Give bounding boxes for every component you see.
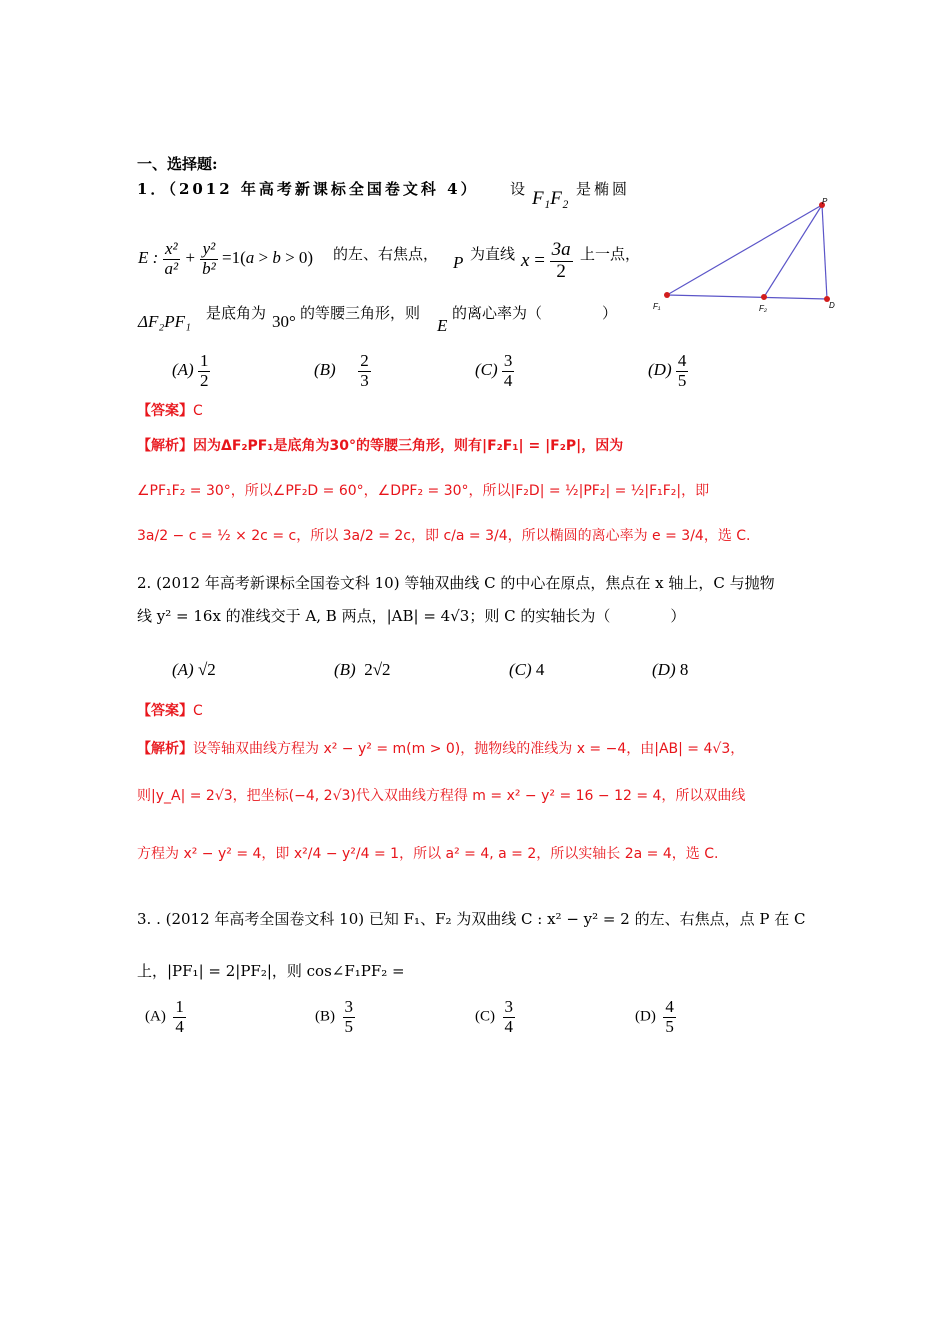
q1-option-a[interactable]: (A) $\frac{1}{2}$ [172,351,209,390]
point-f2 [761,294,767,300]
q3-line2: 上，|PF₁| = 2|PF₂|，则 cos∠F₁PF₂ = [137,962,405,980]
q1-desc: 是底角为 [206,304,267,322]
q1-analysis-line1: 【解析】因为ΔF₂PF₁是底角为30°的等腰三角形，则有|F₂F₁| = |F₂P|，因为 [137,438,624,454]
q1-analysis-line2: ∠PF₁F₂ = 30°，所以∠PF₂D = 60°，∠DPF₂ = 30°，所以|F₂D| = ½|PF₂| = ½|F₁F₂|，即 [137,483,710,499]
q1-option-c-label: (C) [475,360,498,380]
q1-option-d-label: (D) [648,360,672,380]
q1-foci: F₁F₂ [532,188,569,209]
q1-option-d[interactable]: (D) $\frac{4}{5}$ [648,351,687,390]
q1-analysis-tag: 【解析】 [137,438,193,454]
q1-triangle: ΔF₂PF₁ [138,312,191,331]
q2-option-b[interactable]: (B) 2√2 [334,660,391,679]
q2-analysis-line1: 【解析】设等轴双曲线方程为 x² − y² = m(m > 0)，抛物线的准线为 x = −4，由|AB| = 4√3， [137,741,745,757]
q3-line1: 3. . (2012 年高考全国卷文科 10) 已知 F₁、F₂ 为双曲线 C : x² − y² = 2 的左、右焦点，点 P 在 C [137,910,806,928]
label-p: P [822,198,828,206]
section-title: 一、选择题: [137,155,218,173]
q2-answer: 【答案】C [137,703,203,719]
q1-option-b-label: (B) [314,360,336,380]
segment-f1-d [667,295,827,299]
q1-answer [137,400,203,420]
segment-p-f2 [764,205,822,297]
q3-option-b[interactable]: (B) $\frac{3}{5}$ [315,997,353,1036]
q2-option-c[interactable]: (C) 4 [509,660,545,679]
q1-option-c[interactable]: (C) $\frac{3}{4}$ [475,351,513,390]
q1-source: （2012 年高考新课标全国卷文科 4） [168,180,479,198]
q1-desc2: 的等腰三角形，则 [300,304,421,322]
q2-analysis-line3: 方程为 x² − y² = 4，即 x²/4 − y²/4 = 1，所以 a² = 4, a = 2，所以实轴长 2a = 4，选 C. [137,846,719,862]
q1-desc3: 的离心率为（ ） [452,304,618,322]
q1-analysis-line3: 3a/2 − c = ½ × 2c = c，所以 3a/2 = 2c，即 c/a = 3/4，所以椭圆的离心率为 e = 3/4，选 C. [137,528,751,544]
q1-angle: 30° [272,312,296,331]
q1-text-foci: 的左、右焦点， [333,245,439,263]
q1-on-line: 为直线 [470,245,516,263]
q1-number-source [137,178,479,199]
q1-point-p: P [453,253,464,272]
q1-lead: 设 [510,180,526,198]
q1-option-a-label: (A) [172,360,194,380]
q2-line1: 2. (2012 年高考新课标全国卷文科 10) 等轴双曲线 C 的中心在原点，焦点在 x 轴上，C 与抛物 [137,574,775,592]
q1-line-eq: x = $\frac{3a}{2}$ [521,239,571,282]
q2-option-d[interactable]: (D) 8 [652,660,689,679]
q2-option-a[interactable]: (A) √2 [172,660,216,679]
q1-option-b[interactable]: (B) $\frac{2}{3}$ [314,351,369,390]
q1-answer-value: C [193,403,203,419]
q1-answer-tag: 【答案】 [137,403,193,419]
q1-number: 1． [137,180,169,198]
q1-e-letter: E [437,316,448,335]
q2-line2: 线 y² = 16x 的准线交于 A, B 两点，|AB| = 4√3；则 C 的实轴长为（ ） [137,607,686,625]
label-f1: F₁ [653,302,661,311]
q2-analysis-line2: 则|y_A| = 2√3，把坐标(−4, 2√3)代入双曲线方程得 m = x² − y² = 16 − 12 = 4，所以双曲线 [137,788,746,804]
q3-option-c[interactable]: (C) $\frac{3}{4}$ [475,997,513,1036]
q3-option-d[interactable]: (D) $\frac{4}{5}$ [635,997,674,1036]
segment-f1-p [667,205,822,295]
q1-ellipse-eq: E : $\frac{\text{x²}}{\text{a²}}$ + $\frac{\text{y²}}{\text{b²}}$ =1(a > b > 0) [138,239,314,278]
segment-p-d [822,205,827,299]
label-f2: F₂ [759,304,767,313]
label-d: D [829,301,835,310]
q1-on-point: 上一点， [580,245,641,263]
q1-triangle-figure [645,198,845,316]
point-f1 [664,292,670,298]
q3-option-a[interactable]: (A) $\frac{1}{4}$ [145,997,184,1036]
q1-is-ellipse: 是椭圆 [576,180,631,198]
